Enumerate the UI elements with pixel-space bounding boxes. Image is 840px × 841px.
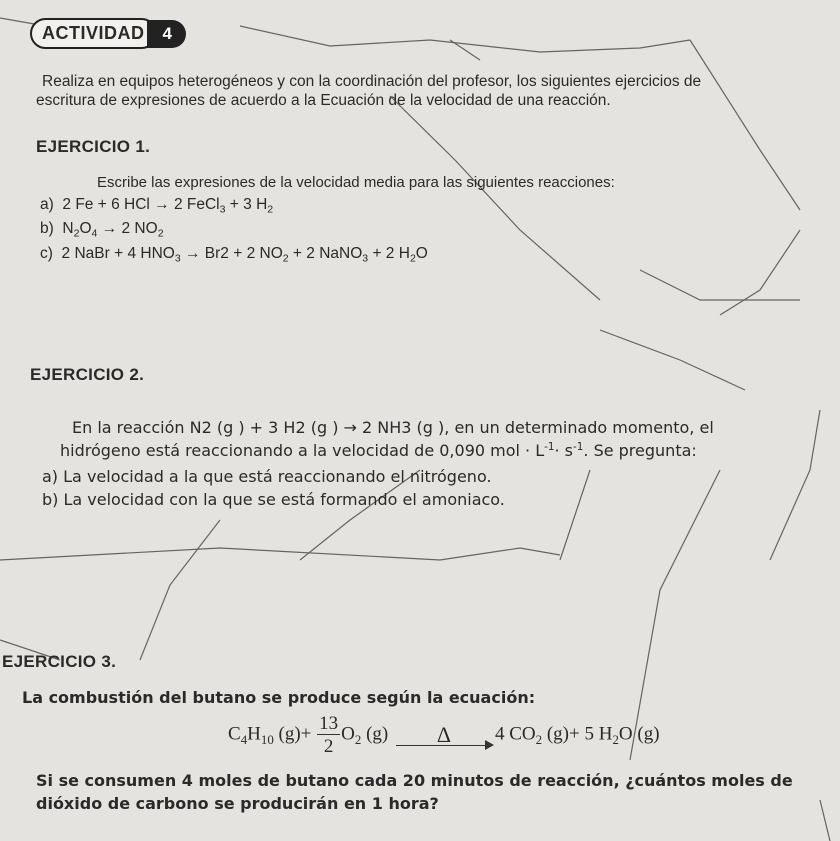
exercise-3-question-line-1: Si se consumen 4 moles de butano cada 20 minutos de reacción, ¿cuántos moles de [36,771,793,790]
reaction-b [40,220,164,238]
reaction-c-equation: 2 NaBr + 4 $HNO_3 \to Br2 + 2$ $NO_2 + 2$ NaNO$_3$ + 2 $H_2O$ [57,245,428,265]
activity-number: 4 [147,20,186,48]
coefficient-numerator: 13 [319,713,339,734]
exercise-2-line-2 [60,441,697,460]
reaction-b-equation: $N_2O_4 \to 2$ $NO_2$ [58,220,164,240]
exercise-2-heading: EJERCICIO 2. [30,365,145,384]
rate-unit-s: · s [554,441,574,460]
intro-line-1: Realiza en equipos heterogéneos y con la coordinación del profesor, los siguientes ejercicios de [42,73,702,90]
reaction-c [40,245,428,263]
exercise-3-intro: La combustión del butano se produce según la ecuación: [22,688,536,707]
activity-badge [30,18,186,49]
heat-delta-icon: Δ [436,721,452,747]
reaction-a [40,196,273,214]
reaction-arrow [396,721,492,747]
activity-label: ACTIVIDAD [30,18,157,49]
rate-exp-1: -1 [544,440,555,453]
exercise-3-heading: EJERCICIO 3. [2,652,117,671]
butane-combustion-equation: $C_4H_{10}$ (g)+ $\frac{13}{2}$ $O_2$ (g) Δ 4 $CO_2$ (g)+ 5 $H_2O$ (g) [228,713,660,757]
intro-line-2: escritura de expresiones de acuerdo a la Ecuación de la velocidad de una reacción. [36,92,611,109]
oxygen-coefficient [317,714,340,756]
exercise-2-line-1: En la reacción N2 (g ) + 3 H2 (g ) → 2 NH3 (g ), en un determinado momento, el [72,418,714,437]
reaction-a-equation: 2 Fe + 6 HCl → 2 FeCl$_3$ + 3 $H_2$ [58,196,274,216]
coefficient-denominator: 2 [323,736,334,757]
rate-text: hidrógeno está reaccionando a la velocidad de 0,090 mol · L [60,441,545,460]
exercise-1-prompt: Escribe las expresiones de la velocidad media para las siguientes reacciones: [97,174,615,191]
reaction-c-label: c) [40,245,53,262]
arrow-line [396,745,492,746]
question-2a: a) La velocidad a la que está reaccionando el nitrógeno. [42,467,492,486]
rate-text-end: . Se pregunta: [583,441,697,460]
exercise-1-heading: EJERCICIO 1. [36,137,151,156]
reaction-a-label: a) [40,196,54,213]
reaction-b-label: b) [40,220,54,237]
rate-exp-2: -1 [573,440,584,453]
exercise-3-question-line-2: dióxido de carbono se producirán en 1 hora? [36,794,439,813]
question-2b: b) La velocidad con la que se está formando el amoniaco. [42,490,505,509]
